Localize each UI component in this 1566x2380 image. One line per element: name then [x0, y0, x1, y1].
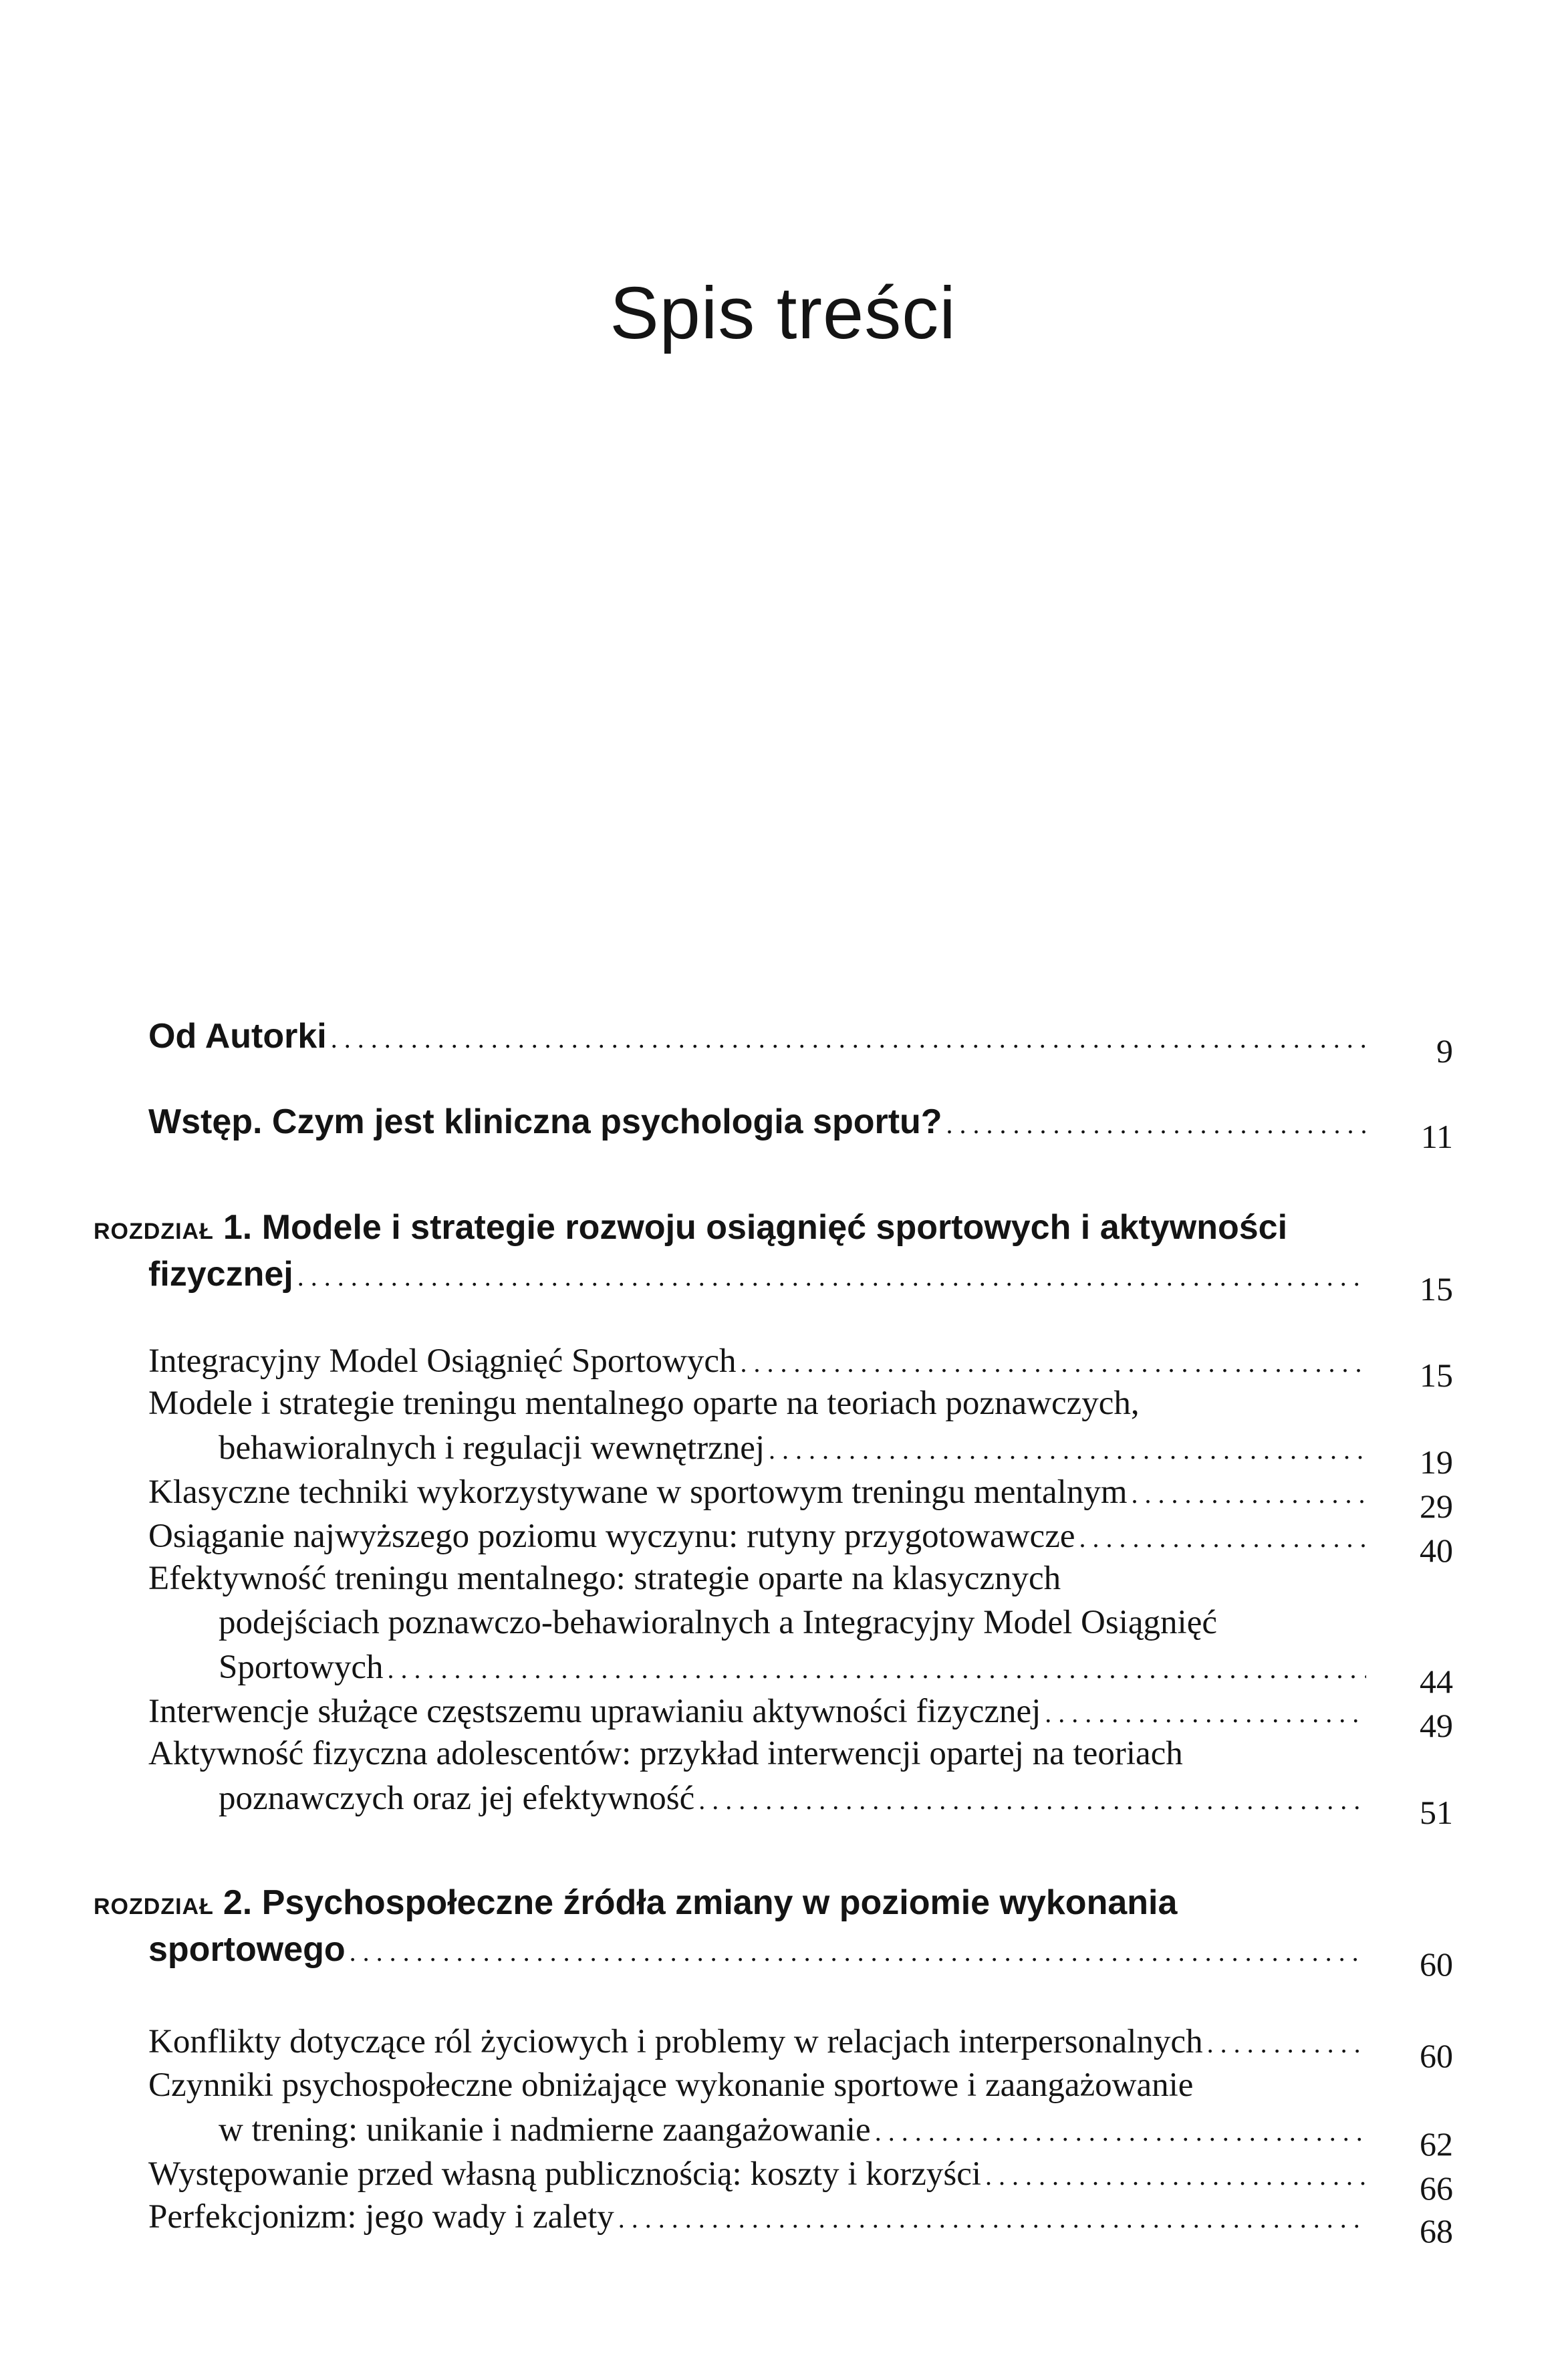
- toc-section-line[interactable]: Modele i strategie treningu mentalnego oparte na teoriach poznawczych,: [148, 1385, 1140, 1422]
- toc-page-number: 66: [1420, 2169, 1453, 2207]
- toc-page-number: 60: [1420, 2037, 1453, 2074]
- toc-section-label: poznawczych oraz jej efektywność: [219, 1780, 695, 1817]
- toc-section-label: Osiąganie najwyższego poziomu wyczynu: rutyny przygotowawcze: [148, 1518, 1075, 1555]
- chapter-2-heading[interactable]: [94, 1883, 1177, 1923]
- toc-page-number: 49: [1420, 1707, 1453, 1744]
- toc-section-line[interactable]: Aktywność fizyczna adolescentów: przykład interwencji opartej na teoriach: [148, 1735, 1183, 1772]
- toc-page-number: 60: [1420, 1945, 1453, 1983]
- toc-section[interactable]: [148, 1341, 1453, 1394]
- toc-page-number: 40: [1420, 1532, 1453, 1569]
- toc-section-label: Sportowych: [219, 1649, 384, 1686]
- toc-page-number: 44: [1420, 1663, 1453, 1700]
- toc-section-line[interactable]: Efektywność treningu mentalnego: strategie oparte na klasycznych: [148, 1560, 1061, 1597]
- toc-page-number: 62: [1420, 2125, 1453, 2163]
- toc-page-number: 51: [1420, 1794, 1453, 1831]
- toc-section-line[interactable]: podejściach poznawczo-behawioralnych a Integracyjny Model Osiągnięć: [219, 1604, 1217, 1641]
- dot-leader: [875, 2116, 1366, 2147]
- toc-section-label: Perfekcjonizm: jego wady i zalety: [148, 2198, 614, 2236]
- toc-section[interactable]: [219, 1647, 1453, 1700]
- chapter-1-title-continuation[interactable]: [148, 1254, 1453, 1308]
- chapter-1-heading[interactable]: [94, 1207, 1287, 1247]
- toc-section-label: w trening: unikanie i nadmierne zaangażowanie: [219, 2111, 871, 2149]
- dot-leader: [946, 1108, 1366, 1140]
- toc-section[interactable]: [219, 1778, 1453, 1831]
- dot-leader: [698, 1784, 1366, 1816]
- chapter-number: 2.: [223, 1883, 253, 1922]
- dot-leader: [618, 2203, 1366, 2234]
- toc-page-number: 11: [1420, 1118, 1453, 1155]
- toc-section[interactable]: [219, 1428, 1453, 1481]
- toc-section[interactable]: [148, 2154, 1453, 2207]
- toc-section[interactable]: [148, 2022, 1453, 2074]
- chapter-title-line1: Psychospołeczne źródła zmiany w poziomie wykonania: [261, 1883, 1178, 1922]
- chapter-title-line2: sportowego: [148, 1930, 346, 1969]
- toc-section-label: Interwencje służące częstszemu uprawianiu aktywności fizycznej: [148, 1693, 1041, 1730]
- toc-page-number: 29: [1420, 1488, 1453, 1525]
- toc-section[interactable]: [219, 2110, 1453, 2163]
- dot-leader: [1045, 1697, 1366, 1729]
- toc-section-label: behawioralnych i regulacji wewnętrznej: [219, 1429, 765, 1467]
- chapter-prefix: ROZDZIAŁ: [94, 1894, 214, 1919]
- chapter-title-line2: fizycznej: [148, 1255, 293, 1294]
- toc-entry-od-autorki[interactable]: [148, 1016, 1453, 1070]
- toc-entry-wstep[interactable]: [148, 1102, 1453, 1155]
- toc-entry-label: Od Autorki: [148, 1017, 327, 1056]
- dot-leader: [985, 2160, 1366, 2191]
- chapter-prefix: ROZDZIAŁ: [94, 1219, 214, 1244]
- toc-page-number: 68: [1420, 2212, 1453, 2250]
- dot-leader: [769, 1434, 1366, 1465]
- toc-section[interactable]: [148, 1516, 1453, 1569]
- toc-page-number: 19: [1420, 1443, 1453, 1481]
- toc-page-number: 15: [1420, 1356, 1453, 1394]
- dot-leader: [1207, 2028, 1366, 2059]
- dot-leader: [741, 1347, 1366, 1379]
- dot-leader: [387, 1653, 1366, 1685]
- toc-section[interactable]: [148, 2197, 1453, 2250]
- dot-leader: [1131, 1478, 1366, 1510]
- toc-section-label: Konflikty dotyczące ról życiowych i problemy w relacjach interpersonalnych: [148, 2023, 1203, 2060]
- toc-page-number: 15: [1420, 1270, 1453, 1308]
- toc-section[interactable]: [148, 1472, 1453, 1525]
- dot-leader: [331, 1023, 1366, 1054]
- chapter-title-line1: Modele i strategie rozwoju osiągnięć sportowych i aktywności: [261, 1208, 1288, 1247]
- chapter-number: 1.: [223, 1208, 253, 1247]
- toc-section[interactable]: [148, 1691, 1453, 1744]
- toc-section-label: Występowanie przed własną publicznością: koszty i korzyści: [148, 2155, 982, 2193]
- dot-leader: [350, 1936, 1366, 1968]
- dot-leader: [297, 1261, 1366, 1292]
- page-title: Spis treści: [610, 272, 956, 354]
- toc-page-number: 9: [1436, 1032, 1453, 1070]
- toc-section-label: Integracyjny Model Osiągnięć Sportowych: [148, 1342, 737, 1380]
- toc-entry-label: Wstęp. Czym jest kliniczna psychologia sportu?: [148, 1102, 942, 1141]
- chapter-2-title-continuation[interactable]: [148, 1929, 1453, 1983]
- toc-section-line[interactable]: Czynniki psychospołeczne obniżające wykonanie sportowe i zaangażowanie: [148, 2066, 1194, 2104]
- toc-section-label: Klasyczne techniki wykorzystywane w sportowym treningu mentalnym: [148, 1473, 1128, 1511]
- dot-leader: [1079, 1522, 1366, 1554]
